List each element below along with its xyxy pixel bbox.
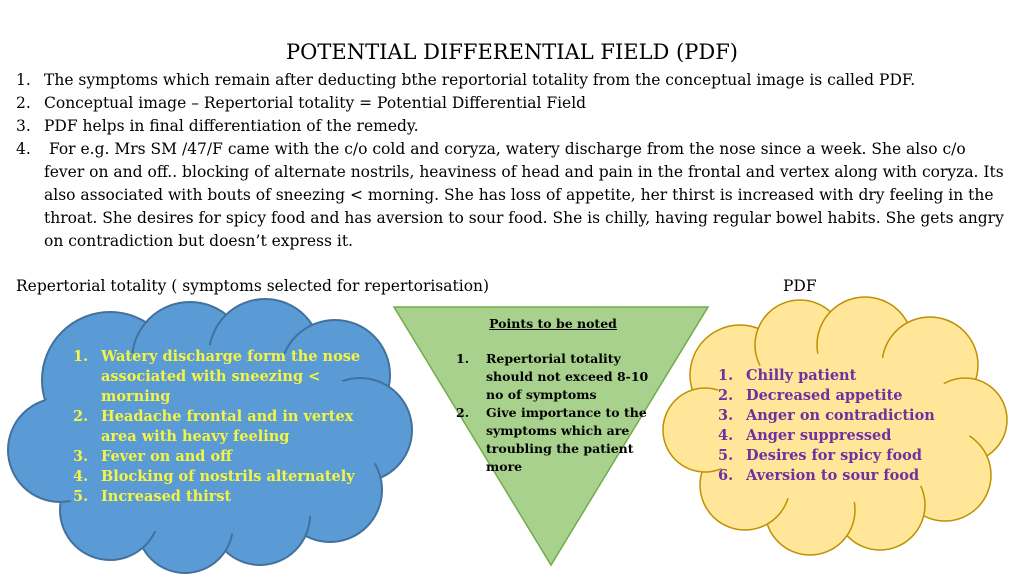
list-item — [718, 366, 958, 386]
list-text: Repertorial totality should not exceed 8-10 no of symptoms — [486, 351, 649, 402]
list-text: Aversion to sour food — [746, 467, 920, 484]
list-text: The symptoms which remain after deducting bthe reportorial totality from the conceptual image is called PDF. — [44, 71, 916, 89]
list-text: Anger on contradiction — [746, 407, 935, 424]
list-number: 6. — [718, 467, 734, 484]
list-item — [16, 92, 1006, 115]
list-item — [16, 69, 1006, 92]
repertorial-totality-label: Repertorial totality ( symptoms selected for repertorisation) — [16, 277, 490, 295]
list-text: For e.g. Mrs SM /47/F came with the c/o cold and coryza, watery discharge from the nose since a week. She also c/o fever on and off.. blocking of alternate nostrils, heaviness of head and pain in the frontal and vertex along with coryza. Its also associated with bouts of sneezing < morning. She has loss of appetite, her thirst is increased with dry feeling in the throat. She desires for spicy food and has aversion to sour food. She is chilly, having regular bowel habits. She gets angry on contradiction but doesn’t express it. — [44, 140, 1009, 250]
list-text: PDF helps in final differentiation of the remedy. — [44, 117, 419, 135]
list-number: 5. — [718, 447, 734, 464]
list-text: Watery discharge form the nose associated with sneezing < morning — [101, 348, 361, 405]
triangle-title: Points to be noted — [489, 316, 617, 331]
list-text: Increased thirst — [101, 488, 232, 505]
list-item — [456, 350, 656, 404]
list-item — [718, 406, 958, 426]
list-item — [718, 466, 958, 486]
list-number: 5. — [73, 488, 89, 505]
list-number: 1. — [73, 348, 89, 365]
list-number: 1. — [456, 351, 470, 366]
list-item — [718, 386, 958, 406]
list-number: 4. — [73, 468, 89, 485]
list-item — [73, 467, 383, 487]
list-text: Headache frontal and in vertex area with heavy feeling — [101, 408, 354, 445]
list-number: 1. — [16, 71, 31, 89]
list-item — [718, 426, 958, 446]
list-number: 2. — [718, 387, 734, 404]
list-text: Decreased appetite — [746, 387, 903, 404]
main-points-list — [16, 69, 1009, 253]
list-item — [73, 447, 383, 467]
list-item — [73, 407, 383, 447]
list-number: 2. — [456, 405, 470, 420]
list-item — [73, 487, 383, 507]
list-text: Chilly patient — [746, 367, 857, 384]
list-number: 3. — [718, 407, 734, 424]
list-item — [456, 404, 656, 476]
points-to-note-list — [456, 350, 656, 476]
pdf-symptoms-list — [718, 366, 958, 486]
list-item — [718, 446, 958, 466]
list-number: 4. — [718, 427, 734, 444]
list-text: Desires for spicy food — [746, 447, 922, 464]
repertorial-symptoms-list — [73, 347, 383, 507]
list-text: Blocking of nostrils alternately — [101, 468, 355, 485]
page-title: POTENTIAL DIFFERENTIAL FIELD (PDF) — [286, 40, 738, 64]
list-text: Give importance to the symptoms which are troubling the patient more — [486, 405, 652, 474]
list-text: Anger suppressed — [746, 427, 892, 444]
list-text: Conceptual image – Repertorial totality = Potential Differential Field — [44, 94, 587, 112]
list-number: 3. — [73, 448, 89, 465]
list-number: 1. — [718, 367, 734, 384]
pdf-label: PDF — [783, 277, 817, 295]
list-number: 3. — [16, 117, 31, 135]
list-number: 2. — [73, 408, 89, 425]
list-item — [73, 347, 383, 407]
list-number: 2. — [16, 94, 31, 112]
list-item — [16, 115, 1006, 138]
list-item — [16, 138, 1009, 253]
list-number: 4. — [16, 140, 31, 158]
list-text: Fever on and off — [101, 448, 233, 465]
